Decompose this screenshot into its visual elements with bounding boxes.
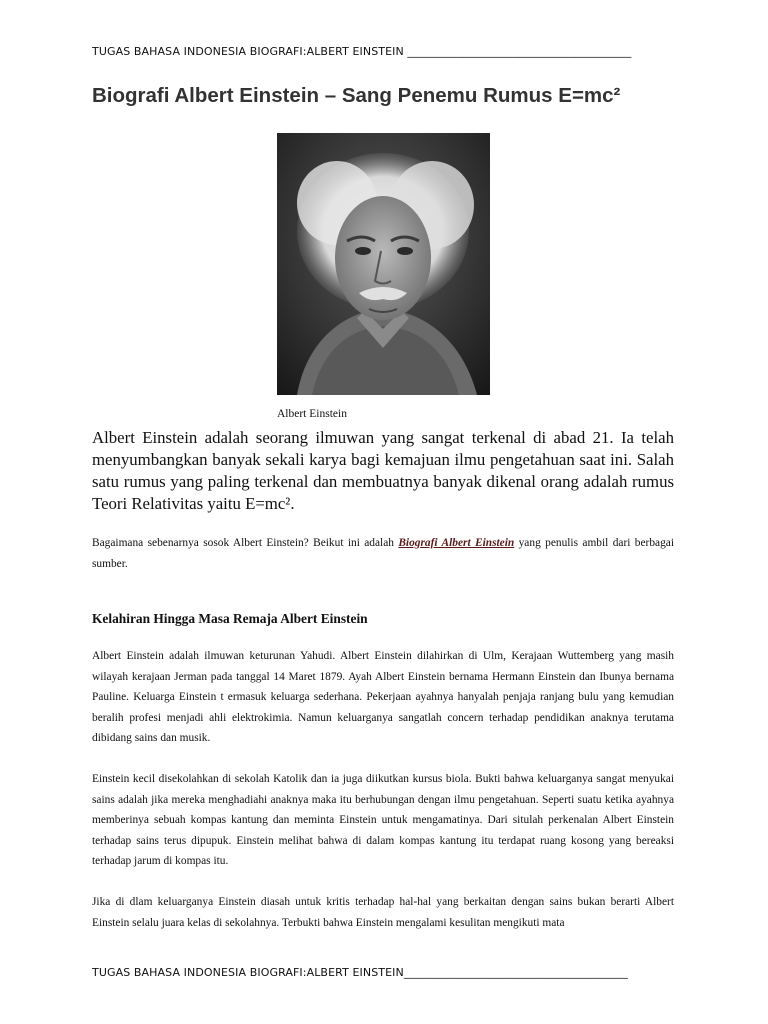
intro-paragraph xyxy=(92,533,674,574)
body-paragraph-1: Albert Einstein adalah ilmuwan keturunan Yahudi. Albert Einstein dilahirkan di Ulm, Kerajaan Wuttemberg yang masih wilayah kerajaan Jerman pada tanggal 14 Maret 1879. Ayah Albert Einstein bernama Hermann Einstein dan Ibunya bernama Pauline. Keluarga Einstein t ermasuk keluarga sederhana. Pekerjaan ayahnya hanyalah penjaja ranjang bulu yang kemudian beralih profesi menjadi ahli elektrokimia. Namun keluarganya sangatlah concern terhadap pendidikan anaknya terutama dibidang sains dan musik. xyxy=(92,650,674,744)
photo-caption: Albert Einstein xyxy=(277,408,347,420)
body-paragraph-2: Einstein kecil disekolahkan di sekolah Katolik dan ia juga diikutkan kursus biola. Bukti bahwa keluarganya sangat menyukai sains adalah jika mereka menghadiahi anaknya maka itu berhubungan dengan ilmu pengetahuan. Seperti suatu ketika ayahnya memberinya sebuah kompas kantung dan meminta Einstein untuk mengamatinya. Dari situlah perkenalan Albert Einstein terhadap sains terus dipupuk. Einstein melihat bahwa di dalam kompas kantung itu terdapat ruang kosong yang bereaksi terhadap jarum di kompas itu. xyxy=(92,773,674,867)
page-title: Biografi Albert Einstein – Sang Penemu Rumus E=mc² xyxy=(92,84,621,107)
intro-text-after: yang penulis ambil dari berbagai sumber. xyxy=(92,537,674,570)
intro-text-before: Bagaimana sebenarnya sosok Albert Einstein? Beikut ini adalah xyxy=(92,537,399,549)
lead-paragraph: Albert Einstein adalah seorang ilmuwan yang sangat terkenal di abad 21. Ia telah menyumbangkan banyak sekali karya bagi kemajuan ilmu pengetahuan saat ini. Salah satu rumus yang paling terkenal dan membuatnya banyak dikenal orang adalah rumus Teori Relativitas yaitu E=mc². xyxy=(92,428,674,513)
section-heading: Kelahiran Hingga Masa Remaja Albert Einstein xyxy=(92,611,368,626)
page-header: TUGAS BAHASA INDONESIA BIOGRAFI:ALBERT EINSTEIN ________________________________________ xyxy=(92,45,632,58)
page-footer: TUGAS BAHASA INDONESIA BIOGRAFI:ALBERT EINSTEIN________________________________________ xyxy=(92,966,628,979)
body-paragraph-3: Jika di dlam keluarganya Einstein diasah untuk kritis terhadap hal-hal yang berkaitan dengan sains bukan berarti Albert Einstein selalu juara kelas di sekolahnya. Terbukti bahwa Einstein mengalami kesulitan mengikuti mata xyxy=(92,896,674,929)
biografi-link[interactable]: Biografi Albert Einstein xyxy=(398,537,515,549)
einstein-portrait-photo xyxy=(277,133,490,395)
